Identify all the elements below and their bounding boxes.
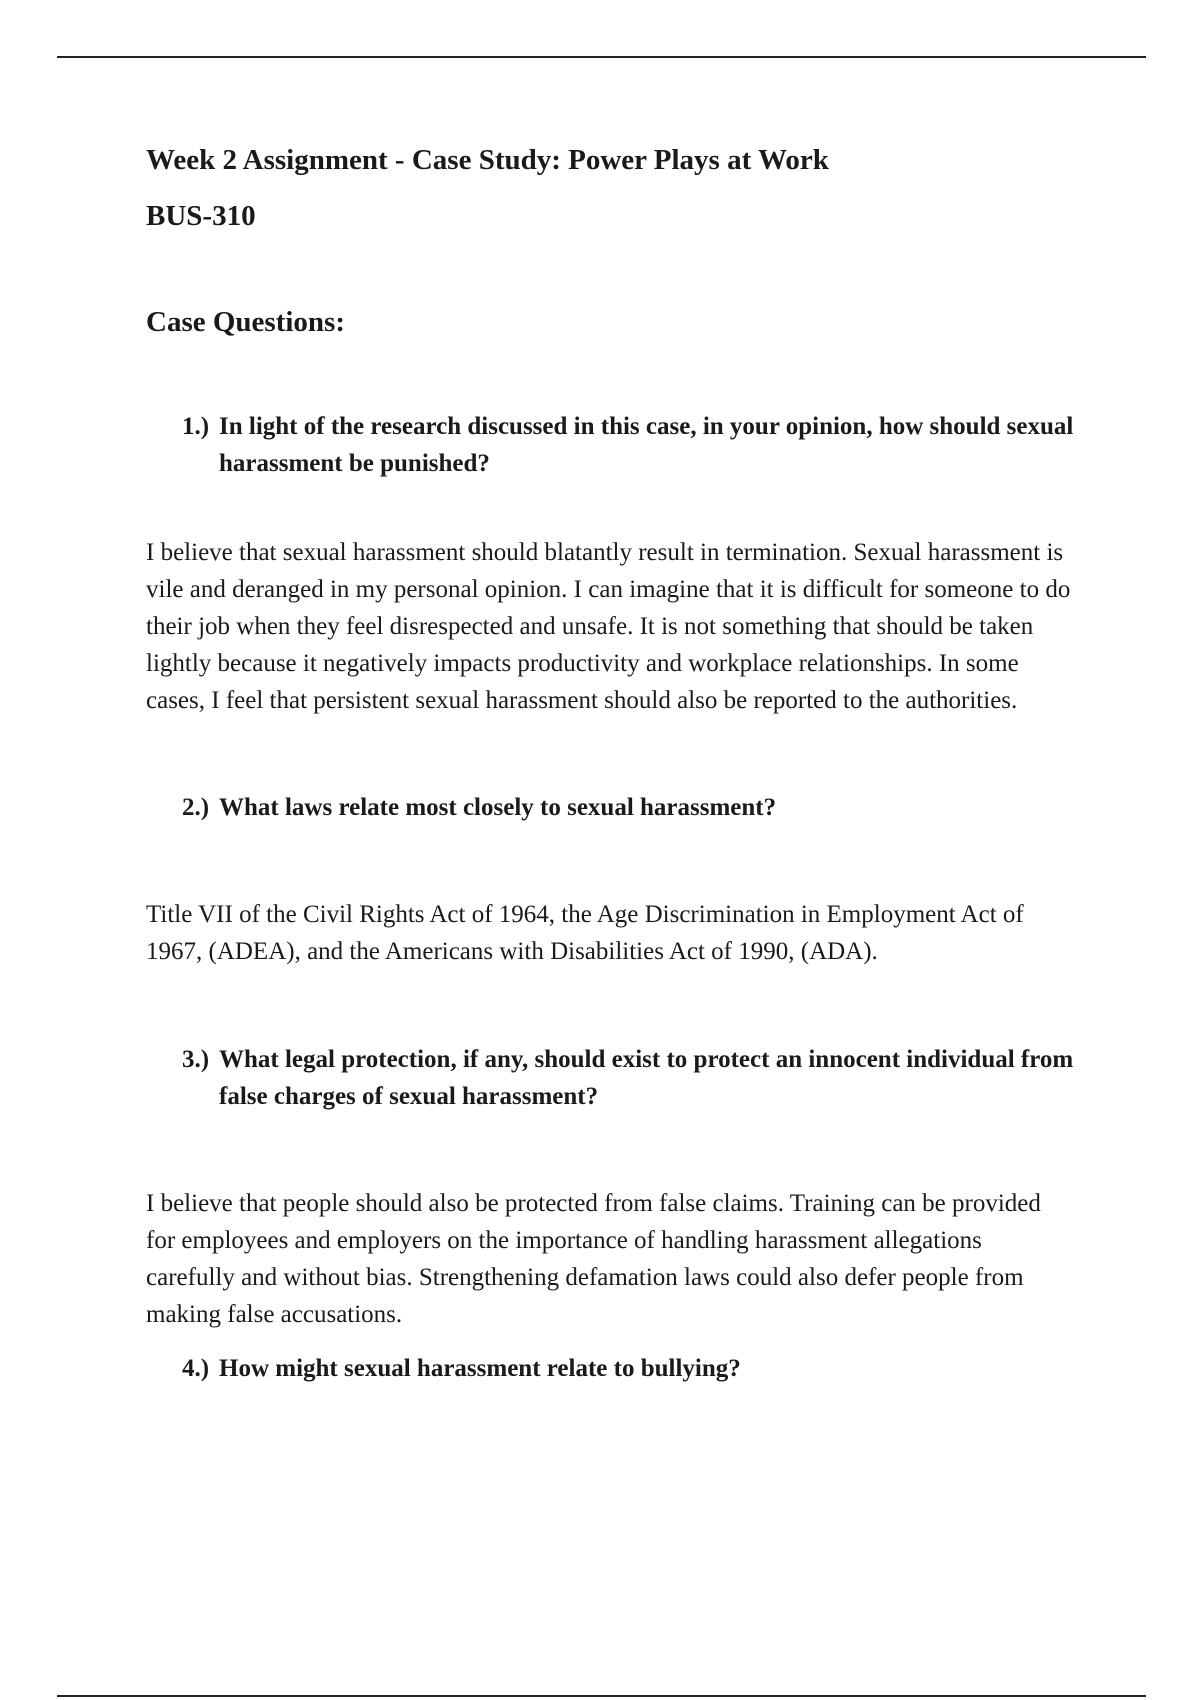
top-rule <box>57 56 1146 58</box>
answer-2: Title VII of the Civil Rights Act of 1964, the Age Discrimination in Employment Act of 1967, (ADEA), and the Americans with Disabilities Act of 1990, (ADA). <box>146 901 1024 965</box>
section-heading: Case Questions: <box>146 306 345 338</box>
document-body <box>146 140 1076 1387</box>
document-title: Week 2 Assignment - Case Study: Power Plays at Work <box>146 144 829 176</box>
question-number: 3.) <box>182 1046 210 1073</box>
answer-1: I believe that sexual harassment should blatantly result in termination. Sexual harassment is vile and deranged in my personal opinion. I can imagine that it is difficult for someone to do their job when they feel disrespected and unsafe. It is not something that should be taken lightly because it negatively impacts productivity and workplace relationships. In some cases, I feel that persistent sexual harassment should also be reported to the authorities. <box>146 539 1071 714</box>
question-number: 1.) <box>182 413 210 440</box>
question-2 <box>146 789 1076 826</box>
question-text: In light of the research discussed in this case, in your opinion, how should sexual harassment be punished? <box>219 413 1074 477</box>
answer-3: I believe that people should also be protected from false claims. Training can be provided for employees and employers on the importance of handling harassment allegations carefully and without bias. Strengthening defamation laws could also defer people from making false accusations. <box>146 1190 1041 1328</box>
question-number: 4.) <box>182 1355 210 1382</box>
question-number: 2.) <box>182 794 210 821</box>
question-text: What legal protection, if any, should exist to protect an innocent individual from false charges of sexual harassment? <box>219 1046 1074 1110</box>
question-4 <box>146 1350 1076 1387</box>
question-1 <box>146 408 1076 482</box>
course-code: BUS-310 <box>146 200 256 232</box>
bottom-rule <box>57 1695 1146 1697</box>
question-text: How might sexual harassment relate to bullying? <box>219 1355 741 1382</box>
question-text: What laws relate most closely to sexual harassment? <box>219 794 777 821</box>
question-3 <box>146 1041 1076 1115</box>
